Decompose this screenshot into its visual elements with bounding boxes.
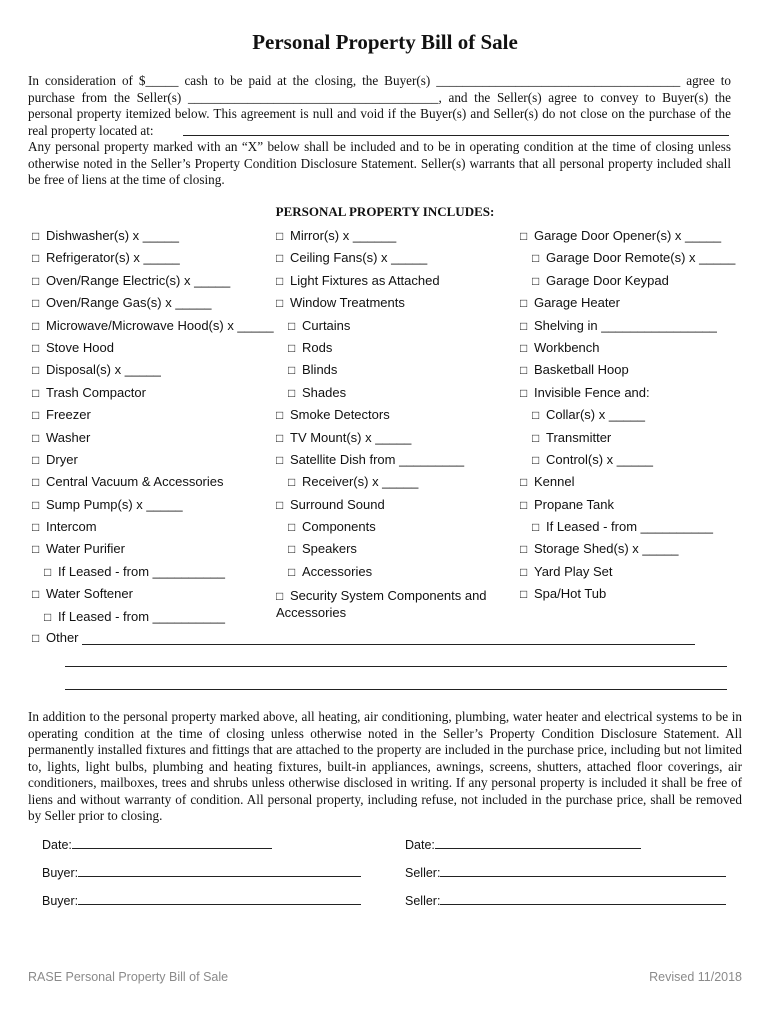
item-label: Stove Hood [46, 339, 114, 355]
checkbox-icon[interactable]: □ [288, 340, 296, 355]
buyer-label: Buyer: [42, 866, 79, 880]
checklist-item[interactable] [520, 225, 745, 247]
checklist-subitem[interactable] [520, 516, 745, 538]
checkbox-icon[interactable]: □ [520, 587, 528, 602]
checklist-subitem[interactable] [276, 516, 516, 538]
checklist-item[interactable] [32, 315, 272, 337]
checklist-subitem[interactable] [276, 337, 516, 359]
item-label: Propane Tank [534, 496, 614, 512]
item-label: Mirror(s) x ______ [290, 228, 397, 243]
buyer-signature-input[interactable] [78, 864, 361, 877]
checkbox-icon[interactable]: □ [276, 273, 284, 288]
checkbox-icon[interactable]: □ [32, 318, 40, 333]
date-label: Date: [42, 838, 72, 852]
checkbox-icon[interactable]: □ [276, 229, 284, 243]
checkbox-icon[interactable]: □ [520, 564, 528, 579]
checkbox-icon[interactable]: □ [32, 631, 40, 645]
item-label: Trash Compactor [46, 384, 146, 400]
item-label: Curtains [302, 317, 351, 333]
item-label: Garage Door Keypad [546, 272, 669, 288]
checkbox-icon[interactable]: □ [276, 408, 284, 423]
other-line-2[interactable] [65, 666, 727, 667]
item-label: Central Vacuum & Accessories [46, 474, 224, 490]
intro-condition-text: Any personal property marked with an “X” below shall be included and to be in operating condition at the time of closing unless otherwise noted in the Seller’s Property Condition Disclosure Statement. Seller(s) warrants that all personal property included shall be free of liens at the time of closing. [28, 139, 731, 187]
checklist-subitem[interactable] [276, 359, 516, 381]
checklist-item[interactable] [32, 404, 272, 426]
buyer-signature-2 [42, 892, 361, 908]
item-label: Dishwasher(s) x _____ [46, 228, 179, 243]
item-label: Light Fixtures as Attached [290, 272, 440, 288]
checklist-item[interactable] [520, 583, 745, 605]
item-label: Yard Play Set [534, 563, 613, 579]
checkbox-icon[interactable]: □ [32, 363, 40, 378]
checklist-item[interactable] [276, 494, 516, 516]
checkbox-icon[interactable]: □ [532, 273, 540, 288]
checklist-subitem[interactable] [276, 315, 516, 337]
closing-paragraph [28, 709, 742, 825]
checklist-item[interactable] [32, 247, 272, 269]
item-label: Garage Door Opener(s) x _____ [534, 228, 722, 243]
date-input[interactable] [72, 836, 272, 849]
item-label: Rods [302, 339, 333, 355]
checkbox-icon[interactable]: □ [44, 564, 52, 579]
item-label: Receiver(s) x _____ [302, 474, 419, 490]
item-label: Refrigerator(s) x _____ [46, 250, 180, 266]
checkbox-icon[interactable]: □ [32, 497, 40, 512]
checkbox-icon[interactable]: □ [32, 475, 40, 490]
checkbox-icon[interactable]: □ [276, 296, 284, 311]
checkbox-icon[interactable]: □ [32, 385, 40, 400]
checklist-item[interactable] [32, 538, 272, 560]
checkbox-icon[interactable]: □ [520, 318, 528, 333]
checklist-item[interactable] [520, 315, 745, 337]
item-label: Window Treatments [290, 295, 405, 311]
seller-signature-input[interactable] [440, 864, 726, 877]
other-line-3[interactable] [65, 689, 727, 690]
checkbox-icon[interactable]: □ [276, 452, 284, 467]
closing-text: In addition to the personal property marked above, all heating, air conditioning, plumbing, water heater and electrical systems to be in operating condition at the time of closing unless otherwise noted in the Seller’s Property Condition Disclosure Statement. All permanently installed fixtures and fittings that are attached to the property are included in the purchase price, including but not limited to, lights, light bulbs, plumbing and heating fixtures, built-in appliances, awnings, screens, shutters, attached floor coverings, air conditioners, mailboxes, trees and shrubs unless otherwise disclosed in writing. If any personal property is included it shall be free of liens and without warranty of condition. All personal property, including refuse, not included in the purchase price, shall be removed by Seller prior to closing. [28, 709, 742, 823]
seller-signature-2 [405, 892, 726, 908]
item-label: If Leased - from __________ [58, 563, 225, 579]
checkbox-icon[interactable]: □ [44, 609, 52, 624]
checkbox-icon[interactable]: □ [532, 520, 540, 535]
item-label: Garage Heater [534, 295, 620, 311]
checkbox-icon[interactable]: □ [520, 363, 528, 378]
item-label: TV Mount(s) x _____ [290, 429, 412, 445]
item-label: Kennel [534, 474, 575, 490]
checkbox-icon[interactable]: □ [32, 520, 40, 535]
checkbox-icon[interactable]: □ [532, 408, 540, 423]
property-column-2 [276, 225, 516, 621]
checkbox-icon[interactable]: □ [520, 340, 528, 355]
item-label: If Leased - from __________ [58, 608, 225, 624]
item-label: Workbench [534, 339, 600, 355]
checklist-item[interactable] [32, 225, 272, 247]
item-label: Oven/Range Electric(s) x _____ [46, 272, 231, 288]
other-label: Other [46, 630, 79, 645]
checklist-item[interactable] [276, 449, 516, 471]
checkbox-icon[interactable]: □ [532, 430, 540, 445]
footer-form-name: RASE Personal Property Bill of Sale [28, 970, 229, 984]
checkbox-icon[interactable]: □ [532, 452, 540, 467]
footer-revision: Revised 11/2018 [649, 970, 742, 984]
checklist-item[interactable] [520, 337, 745, 359]
item-label: Washer [46, 429, 91, 445]
item-label: Smoke Detectors [290, 407, 390, 423]
item-label: Collar(s) x _____ [546, 407, 645, 423]
checklist-item[interactable] [520, 471, 745, 493]
item-label: Surround Sound [290, 496, 385, 512]
item-label: Security System Components and Accessories [276, 588, 487, 620]
item-label: Freezer [46, 407, 91, 423]
checklist-item[interactable] [520, 359, 745, 381]
property-column-3 [520, 225, 745, 606]
item-label: Shelving in ________________ [534, 317, 717, 333]
item-label: Satellite Dish from _________ [290, 451, 465, 467]
checkbox-icon[interactable]: □ [32, 296, 40, 311]
item-label: Speakers [302, 541, 357, 557]
item-label: Control(s) x _____ [546, 451, 653, 467]
checklist-item[interactable] [276, 270, 516, 292]
date-input[interactable] [435, 836, 641, 849]
item-label: Oven/Range Gas(s) x _____ [46, 295, 212, 311]
checklist-item[interactable] [32, 382, 272, 404]
checklist-item[interactable] [32, 471, 272, 493]
checklist-item[interactable] [276, 427, 516, 449]
checkbox-icon[interactable]: □ [32, 273, 40, 288]
item-label: Disposal(s) x _____ [46, 362, 161, 378]
checkbox-icon[interactable]: □ [520, 497, 528, 512]
buyer-signature-input[interactable] [78, 892, 361, 905]
checklist-item[interactable] [32, 583, 272, 605]
checklist-subitem[interactable] [32, 606, 272, 628]
checkbox-icon[interactable]: □ [32, 251, 40, 266]
seller-date-field [405, 836, 641, 852]
item-label: Sump Pump(s) x _____ [46, 496, 183, 512]
checkbox-icon[interactable]: □ [32, 542, 40, 557]
item-label: Shades [302, 384, 347, 400]
item-label: Blinds [302, 362, 338, 378]
checklist-subitem[interactable] [520, 427, 745, 449]
item-label: Spa/Hot Tub [534, 586, 607, 602]
buyer-label: Buyer: [42, 894, 79, 908]
checkbox-icon[interactable]: □ [32, 587, 40, 602]
seller-label: Seller: [405, 866, 441, 880]
seller-signature-1 [405, 864, 726, 880]
checklist-item[interactable] [32, 516, 272, 538]
checklist-item[interactable] [32, 270, 272, 292]
item-label: Garage Door Remote(s) x _____ [546, 250, 736, 266]
item-label: Water Softener [46, 586, 133, 602]
checkbox-icon[interactable]: □ [288, 318, 296, 333]
item-label: Invisible Fence and: [534, 384, 650, 400]
seller-label: Seller: [405, 894, 441, 908]
property-address-line[interactable] [183, 135, 729, 136]
checklist-subitem[interactable] [520, 449, 745, 471]
checklist-item[interactable] [276, 583, 516, 621]
checklist-item[interactable] [520, 561, 745, 583]
checkbox-icon[interactable]: □ [32, 430, 40, 445]
checklist-subitem[interactable] [276, 382, 516, 404]
checklist-item[interactable] [32, 337, 272, 359]
checkbox-icon[interactable]: □ [276, 497, 284, 512]
checklist-item[interactable] [276, 225, 516, 247]
checkbox-icon[interactable]: □ [288, 363, 296, 378]
checklist-subitem[interactable] [520, 247, 745, 269]
checklist-item[interactable] [520, 292, 745, 314]
checkbox-icon[interactable]: □ [288, 520, 296, 535]
buyer-signature-1 [42, 864, 361, 880]
checklist-item[interactable] [276, 292, 516, 314]
other-item[interactable] [32, 627, 732, 649]
page-title: Personal Property Bill of Sale [252, 30, 518, 54]
checklist-item[interactable] [520, 382, 745, 404]
item-label: Storage Shed(s) x _____ [534, 541, 679, 557]
checklist-subitem[interactable] [276, 538, 516, 560]
other-line-1[interactable] [82, 644, 695, 645]
buyer-date-field [42, 836, 272, 852]
property-column-1 [32, 225, 272, 628]
seller-signature-input[interactable] [440, 892, 726, 905]
checklist-item[interactable] [32, 427, 272, 449]
item-label: Accessories [302, 563, 373, 579]
checkbox-icon[interactable]: □ [520, 296, 528, 311]
checkbox-icon[interactable]: □ [276, 589, 284, 604]
checklist-subitem[interactable] [276, 471, 516, 493]
checklist-item[interactable] [32, 449, 272, 471]
section-heading: PERSONAL PROPERTY INCLUDES: [275, 204, 495, 219]
checklist-subitem[interactable] [32, 561, 272, 583]
date-label: Date: [405, 838, 435, 852]
checklist-item[interactable] [32, 359, 272, 381]
checklist-item[interactable] [520, 538, 745, 560]
checkbox-icon[interactable]: □ [520, 385, 528, 400]
item-label: Dryer [46, 451, 78, 467]
checkbox-icon[interactable]: □ [532, 251, 540, 266]
checkbox-icon[interactable]: □ [276, 430, 284, 445]
checkbox-icon[interactable]: □ [288, 385, 296, 400]
item-label: Ceiling Fans(s) x _____ [290, 250, 428, 266]
checkbox-icon[interactable]: □ [288, 475, 296, 490]
checkbox-icon[interactable]: □ [32, 408, 40, 423]
item-label: Intercom [46, 519, 97, 535]
item-label: Transmitter [546, 429, 612, 445]
intro-consideration-text: In consideration of $_____ cash to be paid at the closing, the Buyer(s) _____________________________________ agree to purchase from the Seller(s) ______________________________________, and the Seller(s) agree to convey to Buyer(s) the personal property itemized below. This agreement is null and void if the Buyer(s) and Seller(s) do not close on the purchase of the real property located at: [28, 73, 731, 138]
checkbox-icon[interactable]: □ [276, 251, 284, 266]
checklist-item[interactable] [276, 247, 516, 269]
checkbox-icon[interactable]: □ [520, 229, 528, 243]
checkbox-icon[interactable]: □ [32, 340, 40, 355]
item-label: Basketball Hoop [534, 362, 629, 378]
checkbox-icon[interactable]: □ [32, 452, 40, 467]
checkbox-icon[interactable]: □ [288, 564, 296, 579]
checkbox-icon[interactable]: □ [520, 475, 528, 490]
intro-paragraph [28, 73, 731, 189]
checklist-item[interactable] [32, 494, 272, 516]
checklist-item[interactable] [520, 494, 745, 516]
checkbox-icon[interactable]: □ [520, 542, 528, 557]
item-label: Water Purifier [46, 541, 125, 557]
checkbox-icon[interactable]: □ [288, 542, 296, 557]
item-label: Microwave/Microwave Hood(s) x _____ [46, 317, 274, 333]
checklist-item[interactable] [32, 292, 272, 314]
checklist-subitem[interactable] [520, 404, 745, 426]
checklist-item[interactable] [276, 404, 516, 426]
checkbox-icon[interactable]: □ [32, 229, 40, 243]
item-label: If Leased - from __________ [546, 519, 713, 535]
checklist-subitem[interactable] [276, 561, 516, 583]
checklist-subitem[interactable] [520, 270, 745, 292]
item-label: Components [302, 519, 376, 535]
